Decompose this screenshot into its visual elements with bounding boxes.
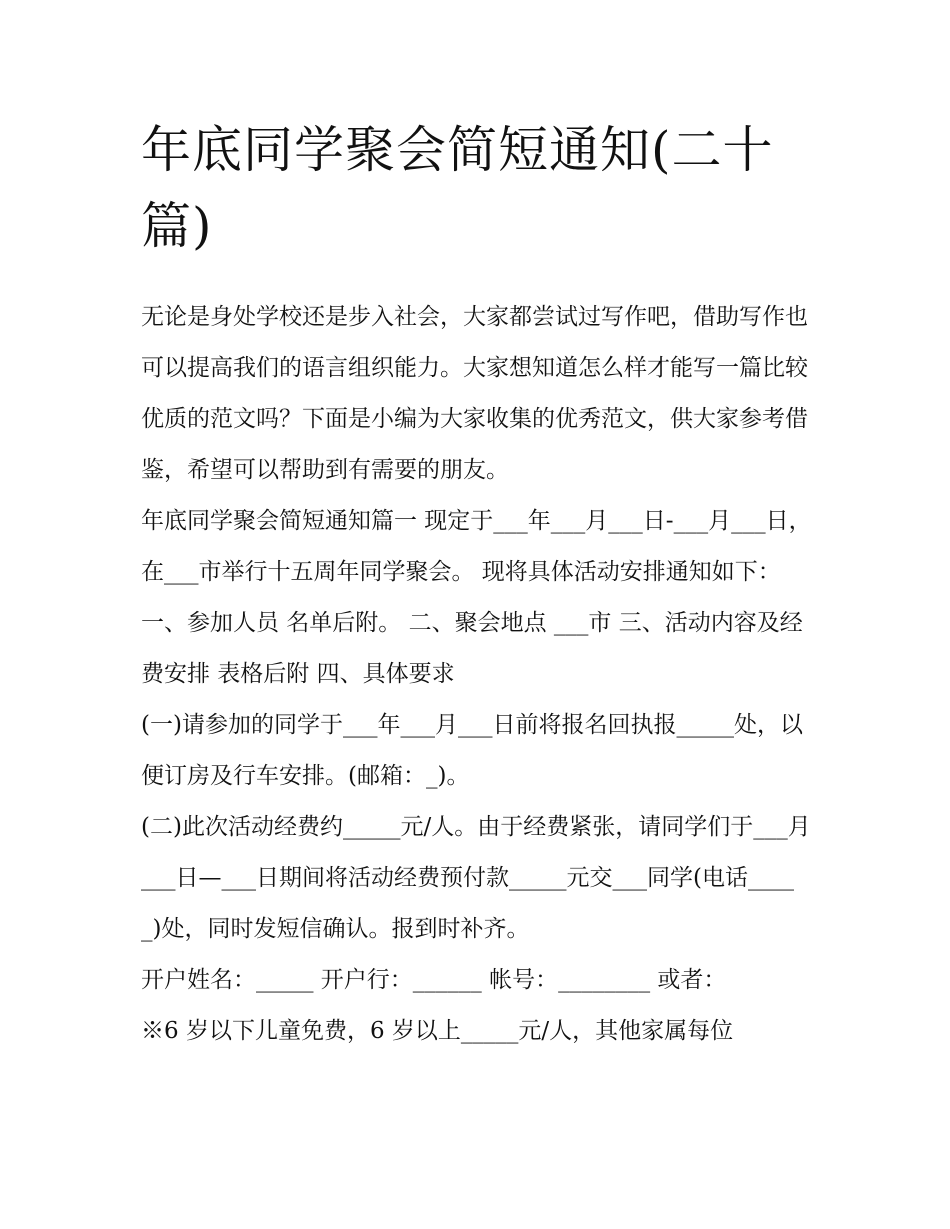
- paragraph-notice-opening: 年底同学聚会简短通知篇一 现定于___年___月___日-___月___日，在___市举行十五周年同学聚会。 现将具体活动安排通知如下：: [141, 508, 812, 585]
- paragraph-requirement-2: (二)此次活动经费约_____元/人。由于经费紧张，请同学们于___月___日—___日期间将活动经费预付款_____元交___同学(电话_____)处，同时发短信确认。报到时补齐。: [141, 814, 811, 942]
- paragraph-account-info: 开户姓名：_____ 开户行：______ 帐号：________ 或者：: [141, 967, 727, 993]
- document-body: [141, 292, 813, 1057]
- paragraph-intro: 无论是身处学校还是步入社会，大家都尝试过写作吧，借助写作也可以提高我们的语言组织能力。大家想知道怎么样才能写一篇比较优质的范文吗？下面是小编为大家收集的优秀范文，供大家参考借鉴，希望可以帮助到有需要的朋友。: [141, 304, 808, 483]
- document-content: [141, 112, 813, 1057]
- paragraph-fee-note: ※6 岁以下儿童免费，6 岁以上_____元/人，其他家属每位: [141, 1018, 734, 1044]
- paragraph-arrangement-outline: 一、参加人员 名单后附。 二、聚会地点 ___市 三、活动内容及经费安排 表格后附 四、具体要求: [141, 610, 803, 687]
- paragraph-requirement-1: (一)请参加的同学于___年___月___日前将报名回执报_____处，以便订房及行车安排。(邮箱：_)。: [141, 712, 803, 789]
- document-title: 年底同学聚会简短通知(二十篇): [141, 121, 774, 255]
